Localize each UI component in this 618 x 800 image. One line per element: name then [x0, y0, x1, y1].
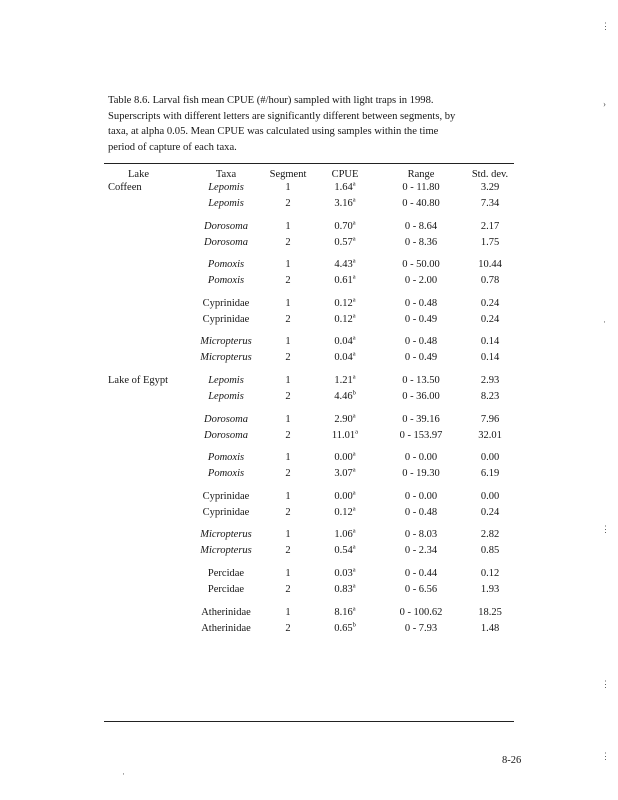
cpue-cell-text: 1.64: [334, 182, 353, 193]
cpue-cell: [322, 297, 368, 310]
significance-letter: b: [352, 389, 356, 397]
std-dev-cell-text: 6.19: [480, 468, 500, 480]
cpue-cell-text: 0.54: [334, 545, 353, 557]
range-cell: [386, 351, 456, 364]
taxa-cell: [188, 544, 264, 557]
std-dev-cell-text: 8.23: [480, 391, 500, 402]
cpue-cell-text: 4.46: [334, 391, 353, 402]
range-cell: [386, 451, 456, 464]
cpue-cell-text: 0.12: [334, 506, 353, 518]
range-cell-text: 0 - 8.36: [404, 236, 438, 248]
std-dev-cell-text: 2.17: [480, 220, 500, 232]
cpue-cell-text: 0.61: [334, 275, 353, 287]
range-cell-text: 0 - 7.93: [404, 622, 438, 634]
lake-cell-text: Lake of Egypt: [108, 375, 169, 386]
range-cell: [386, 220, 456, 233]
std-dev-cell: [468, 528, 512, 541]
cpue-cell-text: 0.03: [334, 568, 353, 579]
taxa-cell: [188, 181, 264, 194]
segment-cell-text: 1: [285, 336, 291, 348]
caption-line: Table 8.6. Larval fish mean CPUE (#/hour) sampled with light traps in 1998.: [108, 95, 434, 106]
cpue-cell: [322, 528, 368, 541]
range-cell: [386, 490, 456, 503]
segment-cell-text: 1: [285, 375, 291, 386]
std-dev-cell: [468, 467, 512, 480]
std-dev-cell: [468, 490, 512, 503]
range-cell: [386, 528, 456, 541]
std-dev-cell-text: 0.00: [480, 452, 500, 464]
segment-cell-text: 1: [285, 452, 291, 464]
segment-cell-text: 1: [285, 182, 291, 193]
segment-cell: [268, 506, 308, 519]
cpue-cell-text: 0.12: [334, 313, 353, 325]
taxa-cell: [188, 390, 264, 403]
scan-mark: ›: [603, 99, 606, 109]
header-rule: [104, 163, 514, 164]
range-cell-text: 0 - 19.30: [402, 468, 440, 480]
std-dev-cell: [468, 544, 512, 557]
std-dev-cell: [468, 606, 512, 619]
taxa-cell-text: Pomoxis: [207, 275, 245, 287]
range-cell: [386, 236, 456, 249]
segment-cell: [268, 335, 308, 348]
segment-cell-text: 1: [285, 220, 291, 232]
std-dev-cell: [468, 335, 512, 348]
std-dev-cell: [468, 413, 512, 426]
range-cell: [386, 567, 456, 580]
std-dev-cell: [468, 313, 512, 326]
range-cell-text: 0 - 50.00: [402, 259, 440, 271]
segment-cell-text: 2: [285, 236, 291, 248]
taxa-cell: [188, 606, 264, 619]
segment-cell: [268, 390, 308, 403]
header-lake: Lake: [128, 169, 149, 180]
std-dev-cell-text: 1.48: [480, 622, 500, 634]
range-cell-text: 0 - 13.50: [402, 375, 440, 386]
cpue-cell: [322, 490, 368, 503]
std-dev-cell-text: 7.34: [480, 198, 500, 209]
taxa-cell: [188, 220, 264, 233]
cpue-cell: [322, 313, 368, 326]
segment-cell-text: 2: [285, 622, 291, 634]
caption-line: Superscripts with different letters are significantly different between segments, by: [108, 110, 456, 122]
cpue-cell: [322, 374, 368, 387]
taxa-cell-text: Percidae: [207, 584, 245, 595]
taxa-cell-text: Cyprinidae: [202, 297, 250, 309]
cpue-cell-text: 3.07: [334, 468, 353, 480]
significance-letter: a: [352, 605, 356, 613]
significance-letter: a: [352, 373, 356, 381]
significance-letter: a: [352, 257, 356, 265]
range-cell: [386, 335, 456, 348]
std-dev-cell-text: 0.14: [480, 336, 500, 348]
cpue-cell: [322, 429, 368, 442]
range-cell: [386, 390, 456, 403]
std-dev-cell: [468, 220, 512, 233]
range-cell: [386, 506, 456, 519]
segment-cell: [268, 606, 308, 619]
taxa-cell: [188, 297, 264, 310]
segment-cell: [268, 220, 308, 233]
header-taxa: Taxa: [215, 169, 237, 180]
cpue-cell-text: 0.00: [334, 452, 353, 464]
std-dev-cell: [468, 583, 512, 596]
taxa-cell-text: Pomoxis: [207, 468, 245, 480]
segment-cell: [268, 622, 308, 635]
taxa-cell: [188, 351, 264, 364]
significance-letter: a: [352, 296, 356, 304]
taxa-cell: [188, 236, 264, 249]
page-number: 8-26: [502, 755, 522, 766]
cpue-cell: [322, 351, 368, 364]
range-cell-text: 0 - 0.00: [404, 452, 438, 464]
taxa-cell: [188, 274, 264, 287]
range-cell-text: 0 - 36.00: [402, 391, 440, 402]
caption-line: taxa, at alpha 0.05. Mean CPUE was calculated using samples within the time: [108, 126, 439, 137]
segment-cell-text: 1: [285, 568, 291, 579]
taxa-cell-text: Atherinidae: [201, 622, 251, 634]
range-cell: [386, 258, 456, 271]
std-dev-cell-text: 0.24: [480, 506, 500, 518]
taxa-cell-text: Atherinidae: [201, 606, 251, 618]
std-dev-cell: [468, 429, 512, 442]
significance-letter: a: [352, 273, 356, 281]
cpue-cell-text: 3.16: [334, 198, 353, 209]
segment-cell: [268, 313, 308, 326]
table-caption: [108, 93, 508, 155]
range-cell: [386, 413, 456, 426]
cpue-cell: [322, 506, 368, 519]
taxa-cell-text: Lepomis: [208, 391, 244, 402]
segment-cell-text: 1: [285, 297, 291, 309]
header-segment: Segment: [269, 169, 307, 180]
taxa-cell: [188, 467, 264, 480]
taxa-cell: [188, 506, 264, 519]
taxa-cell-text: Dorosoma: [204, 236, 248, 248]
segment-cell: [268, 583, 308, 596]
std-dev-cell-text: 0.14: [480, 352, 500, 364]
taxa-cell: [188, 335, 264, 348]
taxa-cell-text: Cyprinidae: [202, 490, 250, 502]
cpue-cell-text: 4.43: [334, 259, 353, 271]
std-dev-cell-text: 0.12: [480, 568, 500, 579]
range-cell-text: 0 - 0.00: [404, 490, 438, 502]
taxa-cell-text: Cyprinidae: [202, 506, 250, 518]
taxa-cell: [188, 622, 264, 635]
range-cell-text: 0 - 0.48: [404, 506, 438, 518]
cpue-cell-text: 0.65: [334, 622, 353, 634]
significance-letter: a: [355, 428, 359, 436]
cpue-cell-text: 0.12: [334, 297, 353, 309]
significance-letter: a: [352, 334, 356, 342]
taxa-cell-text: Micropterus: [200, 545, 252, 557]
taxa-cell-text: Pomoxis: [207, 259, 245, 271]
cpue-cell: [322, 220, 368, 233]
std-dev-cell-text: 0.24: [480, 297, 500, 309]
cpue-cell: [322, 258, 368, 271]
cpue-cell-text: 0.57: [334, 236, 353, 248]
significance-letter: a: [352, 196, 356, 204]
segment-cell: [268, 429, 308, 442]
taxa-cell-text: Micropterus: [200, 336, 252, 348]
segment-cell-text: 2: [285, 275, 291, 287]
segment-cell-text: 1: [285, 490, 291, 502]
segment-cell-text: 2: [285, 352, 291, 364]
cpue-cell-text: 0.70: [334, 220, 353, 232]
range-cell-text: 0 - 6.56: [404, 584, 438, 595]
segment-cell: [268, 490, 308, 503]
std-dev-cell-text: 0.85: [480, 545, 500, 557]
std-dev-cell: [468, 374, 512, 387]
range-cell-text: 0 - 0.49: [404, 352, 438, 364]
segment-cell-text: 1: [285, 413, 291, 425]
cpue-cell: [322, 413, 368, 426]
header-cpue: CPUE: [331, 169, 359, 180]
std-dev-cell: [468, 451, 512, 464]
significance-letter: a: [352, 312, 356, 320]
taxa-cell: [188, 429, 264, 442]
std-dev-cell-text: 18.25: [478, 606, 502, 618]
segment-cell: [268, 274, 308, 287]
range-cell: [386, 583, 456, 596]
significance-letter: a: [352, 582, 356, 590]
taxa-cell-text: Lepomis: [208, 198, 244, 209]
lake-cell-text: Coffeen: [108, 182, 142, 193]
significance-letter: a: [352, 505, 356, 513]
scan-mark: ·: [122, 769, 125, 779]
scan-mark: ⋮: [601, 524, 610, 534]
range-cell-text: 0 - 8.03: [404, 529, 438, 541]
std-dev-cell-text: 32.01: [478, 429, 502, 441]
std-dev-cell-text: 2.93: [480, 375, 500, 386]
significance-letter: a: [352, 566, 356, 574]
std-dev-cell: [468, 274, 512, 287]
cpue-cell: [322, 390, 368, 403]
segment-cell-text: 1: [285, 259, 291, 271]
range-cell-text: 0 - 40.80: [402, 198, 440, 209]
segment-cell: [268, 258, 308, 271]
std-dev-cell: [468, 390, 512, 403]
header-std-dev: Std. dev.: [471, 169, 509, 180]
cpue-cell-text: 11.01: [331, 429, 356, 441]
cpue-cell-text: 1.06: [334, 529, 353, 541]
taxa-cell: [188, 567, 264, 580]
segment-cell: [268, 197, 308, 210]
taxa-cell: [188, 583, 264, 596]
range-cell: [386, 606, 456, 619]
cpue-cell: [322, 236, 368, 249]
lake-cell: [108, 374, 168, 387]
std-dev-cell-text: 2.82: [480, 529, 500, 541]
range-cell-text: 0 - 2.00: [404, 275, 438, 287]
cpue-cell-text: 8.16: [334, 606, 353, 618]
cpue-cell: [322, 451, 368, 464]
segment-cell: [268, 467, 308, 480]
segment-cell-text: 1: [285, 529, 291, 541]
cpue-cell: [322, 274, 368, 287]
segment-cell: [268, 451, 308, 464]
significance-letter: a: [352, 219, 356, 227]
significance-letter: a: [352, 527, 356, 535]
range-cell: [386, 197, 456, 210]
range-cell-text: 0 - 0.44: [404, 568, 438, 579]
cpue-cell: [322, 567, 368, 580]
scan-mark: ⋮: [601, 679, 610, 689]
lake-cell: [108, 181, 142, 194]
range-cell: [386, 429, 456, 442]
taxa-cell: [188, 197, 264, 210]
std-dev-cell-text: 1.75: [480, 236, 500, 248]
std-dev-cell-text: 7.96: [480, 413, 500, 425]
cpue-cell-text: 0.00: [334, 490, 353, 502]
taxa-cell-text: Pomoxis: [207, 452, 245, 464]
cpue-cell-text: 1.21: [334, 375, 353, 386]
segment-cell-text: 1: [285, 606, 291, 618]
std-dev-cell: [468, 567, 512, 580]
significance-letter: a: [352, 180, 356, 188]
taxa-cell: [188, 413, 264, 426]
std-dev-cell: [468, 351, 512, 364]
std-dev-cell: [468, 622, 512, 635]
range-cell: [386, 313, 456, 326]
significance-letter: a: [352, 450, 356, 458]
significance-letter: a: [352, 466, 356, 474]
cpue-cell: [322, 181, 368, 194]
segment-cell-text: 2: [285, 429, 291, 441]
range-cell-text: 0 - 153.97: [399, 429, 443, 441]
segment-cell-text: 2: [285, 506, 291, 518]
taxa-cell-text: Lepomis: [208, 375, 244, 386]
taxa-cell-text: Dorosoma: [204, 220, 248, 232]
range-cell-text: 0 - 39.16: [402, 413, 440, 425]
taxa-cell-text: Percidae: [207, 568, 245, 579]
std-dev-cell-text: 0.24: [480, 313, 500, 325]
segment-cell: [268, 236, 308, 249]
std-dev-cell-text: 0.78: [480, 275, 500, 287]
segment-cell: [268, 181, 308, 194]
range-cell-text: 0 - 100.62: [399, 606, 443, 618]
cpue-cell: [322, 583, 368, 596]
header-range: Range: [407, 169, 435, 180]
taxa-cell: [188, 451, 264, 464]
segment-cell-text: 2: [285, 584, 291, 595]
taxa-cell-text: Micropterus: [200, 352, 252, 364]
std-dev-cell: [468, 258, 512, 271]
cpue-cell: [322, 467, 368, 480]
taxa-cell-text: Dorosoma: [204, 413, 248, 425]
range-cell: [386, 467, 456, 480]
segment-cell: [268, 567, 308, 580]
segment-cell: [268, 544, 308, 557]
segment-cell: [268, 413, 308, 426]
range-cell-text: 0 - 0.49: [404, 313, 438, 325]
segment-cell-text: 2: [285, 313, 291, 325]
range-cell: [386, 544, 456, 557]
std-dev-cell: [468, 297, 512, 310]
significance-letter: b: [352, 621, 356, 629]
significance-letter: a: [352, 412, 356, 420]
bottom-rule: [104, 721, 514, 722]
range-cell: [386, 274, 456, 287]
taxa-cell: [188, 374, 264, 387]
range-cell: [386, 181, 456, 194]
segment-cell-text: 2: [285, 468, 291, 480]
scan-mark: ⋮: [601, 751, 610, 761]
significance-letter: a: [352, 235, 356, 243]
segment-cell-text: 2: [285, 545, 291, 557]
std-dev-cell: [468, 181, 512, 194]
range-cell-text: 0 - 0.48: [404, 336, 438, 348]
taxa-cell-text: Lepomis: [208, 182, 244, 193]
taxa-cell: [188, 528, 264, 541]
range-cell: [386, 622, 456, 635]
segment-cell: [268, 528, 308, 541]
cpue-cell-text: 2.90: [334, 413, 353, 425]
std-dev-cell: [468, 506, 512, 519]
taxa-cell: [188, 313, 264, 326]
std-dev-cell: [468, 197, 512, 210]
cpue-cell: [322, 335, 368, 348]
cpue-cell-text: 0.04: [334, 336, 353, 348]
range-cell-text: 0 - 0.48: [404, 297, 438, 309]
std-dev-cell-text: 0.00: [480, 490, 500, 502]
range-cell-text: 0 - 11.80: [402, 182, 440, 193]
taxa-cell: [188, 258, 264, 271]
std-dev-cell: [468, 236, 512, 249]
cpue-cell: [322, 606, 368, 619]
segment-cell: [268, 297, 308, 310]
segment-cell: [268, 351, 308, 364]
range-cell: [386, 374, 456, 387]
caption-line: period of capture of each taxa.: [108, 141, 237, 153]
significance-letter: a: [352, 543, 356, 551]
segment-cell-text: 2: [285, 198, 291, 209]
range-cell-text: 0 - 2.34: [404, 545, 438, 557]
taxa-cell-text: Micropterus: [200, 529, 252, 541]
cpue-cell: [322, 197, 368, 210]
std-dev-cell-text: 1.93: [480, 584, 500, 595]
cpue-cell: [322, 544, 368, 557]
taxa-cell: [188, 490, 264, 503]
significance-letter: a: [352, 350, 356, 358]
segment-cell: [268, 374, 308, 387]
std-dev-cell-text: 3.29: [480, 182, 500, 193]
taxa-cell-text: Cyprinidae: [202, 313, 250, 325]
std-dev-cell-text: 10.44: [478, 259, 502, 271]
taxa-cell-text: Dorosoma: [204, 429, 248, 441]
cpue-cell-text: 0.04: [334, 352, 353, 364]
scan-mark: ·: [603, 317, 606, 327]
cpue-cell: [322, 622, 368, 635]
significance-letter: a: [352, 489, 356, 497]
range-cell: [386, 297, 456, 310]
cpue-cell-text: 0.83: [334, 584, 353, 595]
range-cell-text: 0 - 8.64: [404, 220, 438, 232]
segment-cell-text: 2: [285, 391, 291, 402]
scan-mark: ⋮: [601, 21, 610, 31]
